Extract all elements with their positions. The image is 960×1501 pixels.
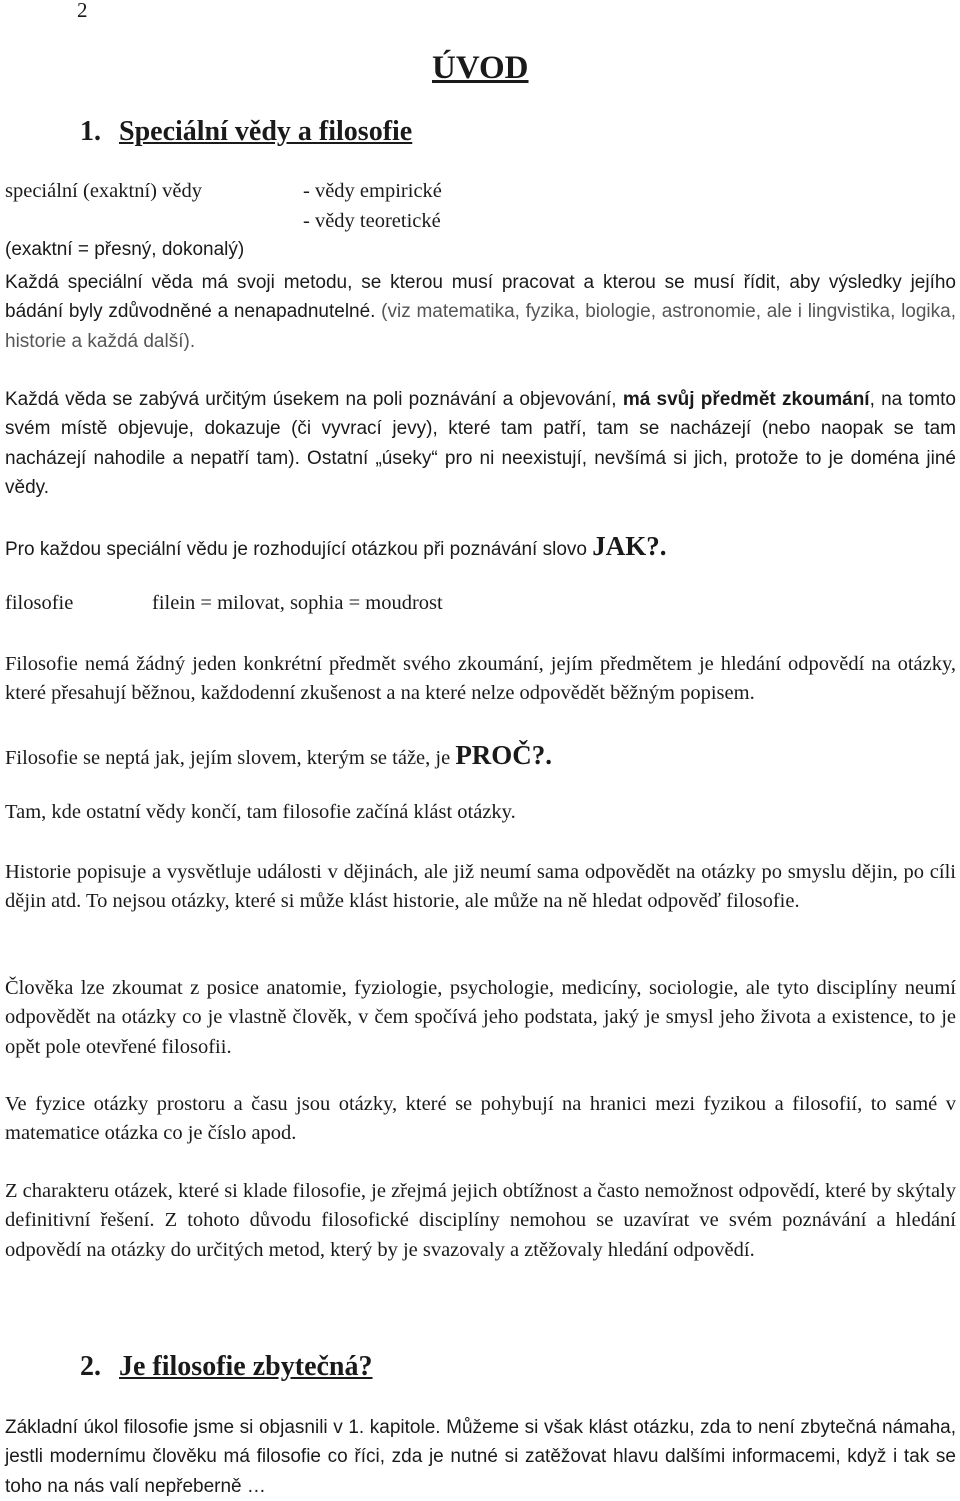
- section-number: 1.: [80, 116, 101, 147]
- vedy-empiricke: - vědy empirické: [303, 180, 442, 202]
- paragraph-historie: Historie popisuje a vysvětluje události v dějinách, ale již neumí sama odpovědět na otázky po smyslu dějin, po cíli dějin atd. To nejsou otázky, které si může klást historie, ale může na ně hledat odpověď filosofie.: [5, 861, 956, 913]
- section-title: Je filosofie zbytečná?: [119, 1351, 373, 1382]
- paragraph-usek: Každá věda se zabývá určitým úsekem na poli poznávání a objevování, má svůj předmět zkoumání, na tomto svém místě objevuje, dokazuje (či vyvrací jevy), které tam patří, tam se nacházejí (nebo naopak se tam nacházejí nahodile a nepatří tam). Ostatní „úseky“ pro ni neexistují, nevšímá si jich, protože to je doména jiné vědy.: [5, 389, 956, 498]
- vedy-label: speciální (exaktní) vědy: [5, 180, 202, 202]
- paragraph-charakter: Z charakteru otázek, které si klade filosofie, je zřejmá jejich obtížnost a často nemožnost odpovědí, které by skýtaly definitivní řešení. Z tohoto důvodu filosofické disciplíny nemohou se uzavírat ve svém poznávání a hledání odpovědí na otázky do určitých metod, který by je svazovaly a ztěžovaly hledání odpovědí.: [5, 1180, 956, 1261]
- paragraph-metoda: Každá speciální věda má svoji metodu, se kterou musí pracovat a kterou se musí řídit, aby výsledky jejího bádání byly zdůvodněné a nenapadnutelné. (viz matematika, fyzika, biologie, astronomie, ale i lingvistika, logika, historie a každá další).: [5, 272, 956, 352]
- section-heading-2: [80, 1351, 373, 1383]
- vedy-teoreticke: - vědy teoretické: [303, 210, 441, 232]
- section-number: 2.: [80, 1351, 101, 1382]
- tam-kde-line: Tam, kde ostatní vědy končí, tam filosofie začíná klást otázky.: [5, 801, 516, 823]
- filosofie-definition: filein = milovat, sophia = moudrost: [152, 592, 443, 614]
- chapter-title: ÚVOD: [432, 50, 529, 86]
- paragraph-zakladni: Základní úkol filosofie jsme si objasnili v 1. kapitole. Můžeme si však klást otázku, zda to není zbytečná námaha, jestli modernímu člověku má filosofie co říci, zda je nutné si zatěžovat hlavu dalšími informacemi, když i tak se toho na nás valí nepřeberně …: [5, 1417, 956, 1497]
- section-heading-1: [80, 116, 412, 148]
- paragraph-fyzika: Ve fyzice otázky prostoru a času jsou otázky, které se pohybují na hranici mezi fyzikou a filosofií, to samé v matematice otázka co je číslo apod.: [5, 1093, 956, 1145]
- paragraph-clovek: Člověka lze zkoumat z posice anatomie, fyziologie, psychologie, medicíny, sociologie, ale tyto disciplíny neumí odpovědět na otázky co je vlastně člověk, v čem spočívá jeho podstata, jaký je smysl jeho života a existence, to je opět pole otevřené filosofii.: [5, 977, 956, 1058]
- page-number: 2: [77, 0, 88, 22]
- jak-line: Pro každou speciální vědu je rozhodující otázkou při poznávání slovo JAK?.: [5, 531, 667, 561]
- proc-line: Filosofie se neptá jak, jejím slovem, kterým se táže, je PROČ?.: [5, 740, 553, 770]
- filosofie-term: filosofie: [5, 592, 74, 614]
- exaktni-note: (exaktní = přesný, dokonalý): [5, 239, 245, 260]
- paragraph-predmet: Filosofie nemá žádný jeden konkrétní předmět svého zkoumání, jejím předmětem je hledání odpovědí na otázky, které přesahují běžnou, každodenní zkušenost a na které nelze odpovědět běžným popisem.: [5, 653, 956, 705]
- section-title: Speciální vědy a filosofie: [119, 116, 413, 147]
